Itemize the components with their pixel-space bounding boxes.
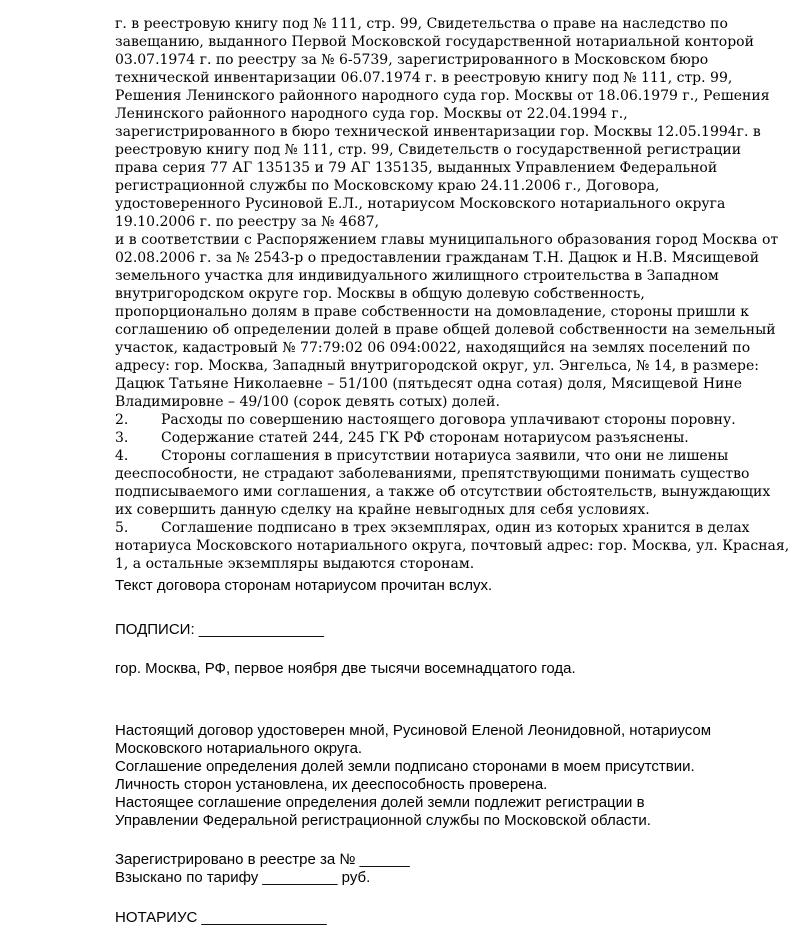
clause-5-line: 1, а остальные экземпляры выдаются сторонам. [115, 556, 475, 572]
body-line: Ленинского районного народного суда гор. Москвы от 22.04.1994 г., [115, 106, 628, 122]
clause-text: Содержание статей 244, 245 ГК РФ сторонам нотариусом разъяснены. [161, 430, 689, 446]
body-line: удостоверенного Русиновой Е.Л., нотариусом Московского нотариального округа [115, 196, 726, 212]
clause-3 [115, 429, 765, 447]
clause-4-line: их совершить данную сделку на крайне невыгодных для себя условиях. [115, 502, 650, 518]
body-line: Владимировне – 49/100 (сорок девять сотых) долей. [115, 394, 500, 410]
certification-line: Настоящий договор удостоверен мной, Русиновой Еленой Леонидовной, нотариусом [115, 722, 712, 739]
clause-number: 2. [115, 412, 129, 428]
body-line: 02.08.2006 г. за № 2543-р о предоставлении гражданам Т.Н. Дацюк и Н.В. Мясищевой [115, 250, 760, 266]
read-aloud-statement: Текст договора сторонам нотариусом прочитан вслух. [115, 577, 493, 594]
certification-line: Личность сторон установлена, их дееспособность проверена. [115, 776, 548, 793]
clause-text: Расходы по совершению настоящего договора уплачивают стороны поровну. [161, 412, 736, 428]
body-line: регистрационной службы по Московскому краю 24.11.2006 г., Договора, [115, 178, 660, 194]
body-line: Дацюк Татьяне Николаевне – 51/100 (пятьдесят одна сотая) доля, Мясищевой Нине [115, 376, 743, 392]
registry-block [115, 851, 410, 887]
body-line: земельного участка для индивидуального жилищного строительства в Западном [115, 268, 719, 284]
clause-text: Стороны соглашения в присутствии нотариуса заявили, что они не лишены [161, 448, 729, 464]
clause-2 [115, 411, 765, 429]
contract-body [115, 15, 790, 573]
registry-number-field[interactable]: Зарегистрировано в реестре за № ______ [115, 851, 410, 868]
certification-line: Соглашение определения долей земли подписано сторонами в моем присутствии. [115, 758, 695, 775]
clause-4-line: дееспособности, не страдают заболеваниями, препятствующими понимать существо [115, 466, 750, 482]
body-line: участок, кадастровый № 77:79:02 06 094:0022, находящийся на землях поселений по [115, 340, 751, 356]
body-line: пропорционально долям в праве собственности на домовладение, стороны пришли к [115, 304, 749, 320]
body-line: права серия 77 АГ 135135 и 79 АГ 135135, выданных Управлением Федеральной [115, 160, 718, 176]
signatures-field[interactable]: ПОДПИСИ: _______________ [115, 621, 324, 638]
body-line: Решения Ленинского районного народного суда гор. Москвы от 18.06.1979 г., Решения [115, 88, 770, 104]
certification-line: Управлении Федеральной регистрационной службы по Московской области. [115, 812, 651, 829]
place-and-date: гор. Москва, РФ, первое ноября две тысячи восемнадцатого года. [115, 660, 576, 677]
body-line: технической инвентаризации 06.07.1974 г. в реестровую книгу под № 111, стр. 99, [115, 70, 733, 86]
body-line: 03.07.1974 г. по реестру за № 6-5739, зарегистрированного в Московском бюро [115, 52, 709, 68]
tariff-field[interactable]: Взыскано по тарифу _________ руб. [115, 869, 371, 886]
certification-line: Настоящее соглашение определения долей земли подлежит регистрации в [115, 794, 645, 811]
body-line: зарегистрированного в бюро технической инвентаризации гор. Москвы 12.05.1994г. в [115, 124, 761, 140]
clause-4-line: подписываемого ими соглашения, а также об отсутствии обстоятельств, вынуждающих [115, 484, 771, 500]
certification-line: Московского нотариального округа. [115, 740, 363, 757]
clause-number: 5. [115, 520, 129, 536]
body-line: г. в реестровую книгу под № 111, стр. 99, Свидетельства о праве на наследство по [115, 16, 728, 32]
clause-5 [115, 519, 765, 537]
notary-signature-field[interactable]: НОТАРИУС _______________ [115, 909, 327, 926]
clause-4 [115, 447, 765, 465]
body-line: завещанию, выданного Первой Московской государственной нотариальной конторой [115, 34, 754, 50]
body-line: адресу: гор. Москва, Западный внутригородской округ, ул. Энгельса, № 14, в размере: [115, 358, 759, 374]
body-line: внутригородском округе гор. Москвы в общую долевую собственность, [115, 286, 645, 302]
body-line: соглашению об определении долей в праве общей долевой собственности на земельный [115, 322, 776, 338]
body-line: реестровую книгу под № 111, стр. 99, Свидетельств о государственной регистрации [115, 142, 742, 158]
clause-number: 4. [115, 448, 129, 464]
clause-text: Соглашение подписано в трех экземплярах, один из которых хранится в делах [161, 520, 750, 536]
body-line: и в соответствии с Распоряжением главы муниципального образования город Москва от [115, 232, 779, 248]
body-line: 19.10.2006 г. по реестру за № 4687, [115, 214, 380, 230]
notary-certification [115, 722, 711, 830]
clause-number: 3. [115, 430, 129, 446]
clause-5-line: нотариуса Московского нотариального округа, почтовый адрес: гор. Москва, ул. Красная, [115, 538, 790, 554]
